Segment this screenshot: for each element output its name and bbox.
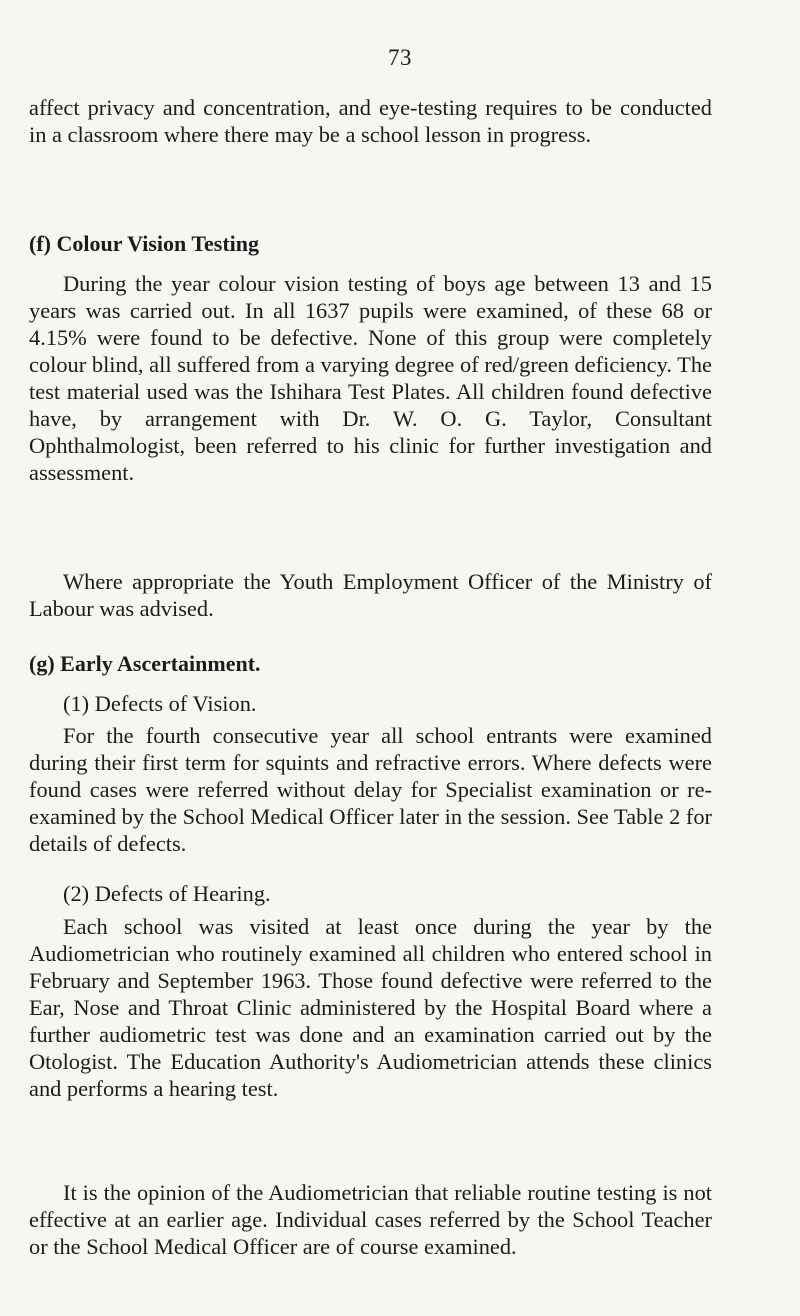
vision-paragraph: For the fourth consecutive year all school entrants were examined during their first term for squints and refractive errors. Where defects were found cases were referred without delay for Specialist examination or re-examined by the School Medical Officer later in the session. See Table 2 for details of defects.: [29, 723, 712, 856]
page-number: 73: [388, 45, 412, 70]
intro-paragraph: affect privacy and concentration, and eye-testing requires to be conducted in a classroom where there may be a school lesson in progress.: [29, 95, 712, 147]
section-f-heading: (f) Colour Vision Testing: [29, 231, 260, 256]
section-f-paragraph-2: Where appropriate the Youth Employment Officer of the Ministry of Labour was advised.: [29, 569, 712, 621]
vision-subheading: (1) Defects of Vision.: [63, 691, 257, 716]
section-f-paragraph-1: During the year colour vision testing of boys age between 13 and 15 years was carried out. In all 1637 pupils were examined, of these 68 or 4.15% were found to be defective. None of this group were completely colour blind, all suffered from a varying degree of red/green deficiency. The test material used was the Ishihara Test Plates. All children found defective have, by arrangement with Dr. W. O. G. Taylor, Consultant Ophthalmologist, been referred to his clinic for further investigation and assessment.: [29, 271, 712, 485]
hearing-subheading: (2) Defects of Hearing.: [63, 881, 271, 906]
hearing-paragraph-1: Each school was visited at least once during the year by the Audiometrician who routinely examined all children who entered school in February and September 1963. Those found defective were referred to the Ear, Nose and Throat Clinic administered by the Hospital Board where a further audiometric test was done and an examination carried out by the Otologist. The Education Authority's Audiometrician attends these clinics and performs a hearing test.: [29, 914, 712, 1101]
hearing-paragraph-2: It is the opinion of the Audiometrician that reliable routine testing is not effective at an earlier age. Individual cases referred by the School Teacher or the School Medical Officer are of course examined.: [29, 1180, 712, 1259]
section-g-heading: (g) Early Ascertainment.: [29, 651, 261, 676]
